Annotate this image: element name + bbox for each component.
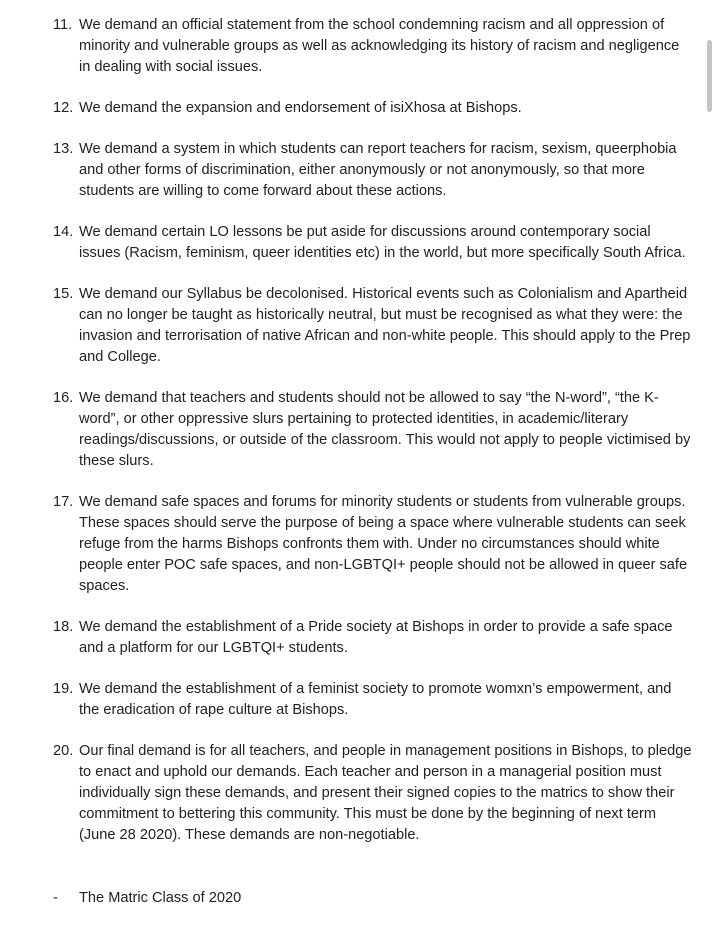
demand-item [53, 741, 693, 846]
demand-number: 17. [53, 494, 74, 510]
demand-text: We demand the expansion and endorsement of isiXhosa at Bishops. [79, 100, 522, 116]
signature-dash: - [53, 890, 58, 906]
demand-number: 13. [53, 141, 74, 157]
demand-text: Our final demand is for all teachers, and people in management positions in Bishops, to pledge to enact and uphold our demands. Each teacher and person in a managerial position must individually sign these demands, and present their signed copies to the matrics to show their commitment to bettering this community. This must be done by the beginning of next term (June 28 2020). These demands are non-negotiable. [79, 743, 692, 843]
demand-number: 20. [53, 743, 74, 759]
demand-number: 18. [53, 619, 74, 635]
demand-text: We demand safe spaces and forums for minority students or students from vulnerable groups. These spaces should serve the purpose of being a space where vulnerable students can seek refuge from the harms Bishops confronts them with. Under no circumstances should white people enter POC safe spaces, and non-LGBTQI+ people should not be allowed in queer safe spaces. [79, 494, 688, 594]
demand-number: 12. [53, 100, 74, 116]
demand-item [53, 492, 693, 597]
demand-item [53, 284, 693, 368]
scrollbar-thumb[interactable] [707, 40, 712, 112]
demand-item [53, 617, 693, 659]
demand-number: 16. [53, 390, 74, 406]
signature-line [53, 888, 241, 909]
demand-text: We demand the establishment of a feminist society to promote womxn’s empowerment, and the eradication of rape culture at Bishops. [79, 681, 672, 718]
demand-number: 14. [53, 224, 74, 240]
demand-item [53, 222, 693, 264]
demand-text: We demand an official statement from the school condemning racism and all oppression of minority and vulnerable groups as well as acknowledging its history of racism and negligence in dealing with social issues. [79, 17, 680, 75]
demand-text: We demand a system in which students can report teachers for racism, sexism, queerphobia and other forms of discrimination, either anonymously or not anonymously, so that more students are willing to come forward about these actions. [79, 141, 677, 199]
demand-number: 15. [53, 286, 74, 302]
demand-text: We demand our Syllabus be decolonised. Historical events such as Colonialism and Apartheid can no longer be taught as historically neutral, but must be recognised as what they were: the invasion and terrorisation of native African and non-white people. This should apply to the Prep and College. [79, 286, 691, 365]
demand-text: We demand that teachers and students should not be allowed to say “the N-word”, “the K-word”, or other oppressive slurs pertaining to protected identities, in academic/literary readings/discussions, or outside of the classroom. This would not apply to people victimised by these slurs. [79, 390, 691, 469]
demand-text: We demand certain LO lessons be put aside for discussions around contemporary social issues (Racism, feminism, queer identities etc) in the world, but more specifically South Africa. [79, 224, 686, 261]
demand-item [53, 139, 693, 202]
signature-text: The Matric Class of 2020 [79, 890, 242, 906]
demand-item [53, 15, 693, 78]
demand-item [53, 388, 693, 472]
demand-text: We demand the establishment of a Pride society at Bishops in order to provide a safe space and a platform for our LGBTQI+ students. [79, 619, 673, 656]
demand-list [53, 15, 693, 866]
demand-number: 11. [53, 17, 73, 33]
demand-number: 19. [53, 681, 74, 697]
demand-item [53, 98, 693, 119]
demand-item [53, 679, 693, 721]
